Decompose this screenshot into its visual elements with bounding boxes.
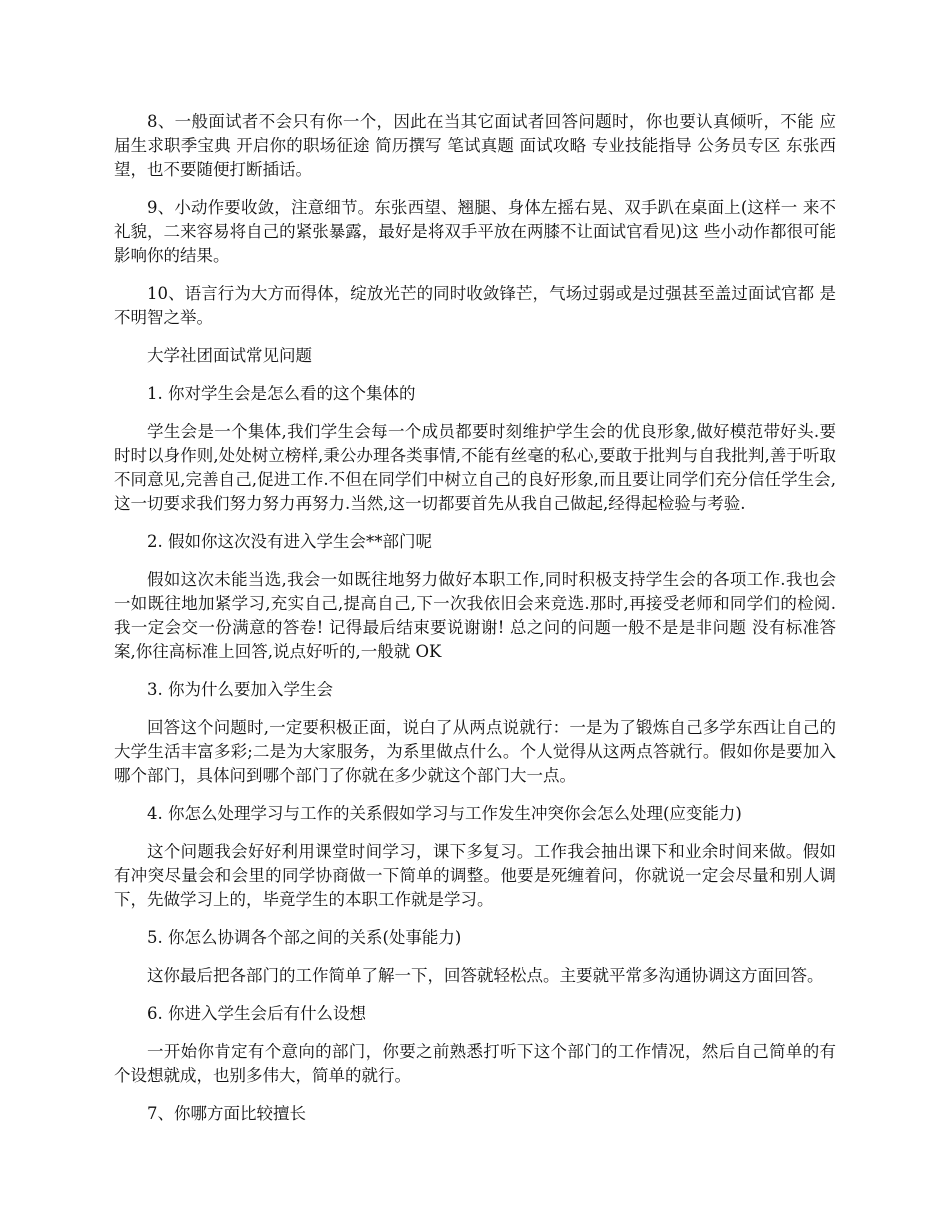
answer-paragraph-2: 假如这次未能当选,我会一如既往地努力做好本职工作,同时积极支持学生会的各项工作.我也会一如既往地加紧学习,充实自己,提高自己,下一次我依旧会来竞选.那时,再接受老师和同学们的检阅.我一定会交一份满意的答卷! 记得最后结束要说谢谢! 总之问的问题一般不是是非问题 没有标准答案,你往高标准上回答,说点好听的,一般就 OK xyxy=(114,570,836,661)
paragraph-tip-9: 9、小动作要收敛，注意细节。东张西望、翘腿、身体左摇右晃、双手趴在桌面上(这样一 来不礼貌，二来容易将自己的紧张暴露，最好是将双手平放在两膝不让面试官看见)这 些小动作都很可能影响你的结果。 xyxy=(114,198,836,265)
question-heading-4: 4. 你怎么处理学习与工作的关系假如学习与工作发生冲突你会怎么处理(应变能力) xyxy=(147,804,742,823)
document-body xyxy=(114,110,836,1140)
answer-paragraph-4: 这个问题我会好好利用课堂时间学习，课下多复习。工作我会抽出课下和业余时间来做。假如有冲突尽量会和会里的同学协商做一下简单的调整。他要是死缠着问，你就说一定会尽量和别人调下，先做学习上的，毕竟学生的本职工作就是学习。 xyxy=(114,842,836,909)
section-heading: 大学社团面试常见问题 xyxy=(147,346,312,365)
question-heading-1: 1. 你对学生会是怎么看的这个集体的 xyxy=(147,384,416,403)
question-heading-6: 6. 你进入学生会后有什么设想 xyxy=(147,1004,366,1023)
answer-paragraph-6: 一开始你肯定有个意向的部门，你要之前熟悉打听下这个部门的工作情况，然后自己简单的有个设想就成，也别多伟大，简单的就行。 xyxy=(114,1042,836,1085)
question-heading-7: 7、你哪方面比较擅长 xyxy=(147,1104,306,1123)
question-heading-3: 3. 你为什么要加入学生会 xyxy=(147,680,333,699)
question-heading-5: 5. 你怎么协调各个部之间的关系(处事能力) xyxy=(147,928,462,947)
paragraph-tip-10: 10、语言行为大方而得体，绽放光芒的同时收敛锋芒，气场过弱或是过强甚至盖过面试官都 是不明智之举。 xyxy=(114,284,836,327)
paragraph-tip-8: 8、一般面试者不会只有你一个，因此在当其它面试者回答问题时，你也要认真倾听，不能 应届生求职季宝典 开启你的职场征途 简历撰写 笔试真题 面试攻略 专业技能指导 公务员专区 东张西望，也不要随便打断插话。 xyxy=(114,112,836,179)
answer-paragraph-3: 回答这个问题时,一定要积极正面，说白了从两点说就行：一是为了锻炼自己多学东西让自己的大学生活丰富多彩;二是为大家服务，为系里做点什么。个人觉得从这两点答就行。假如你是要加入哪个部门，具体问到哪个部门了你就在多少就这个部门大一点。 xyxy=(114,718,836,785)
answer-paragraph-5: 这你最后把各部门的工作简单了解一下，回答就轻松点。主要就平常多沟通协调这方面回答。 xyxy=(147,966,824,985)
question-heading-2: 2. 假如你这次没有进入学生会**部门呢 xyxy=(147,532,432,551)
answer-paragraph-1: 学生会是一个集体,我们学生会每一个成员都要时刻维护学生会的优良形象,做好模范带好头.要时时以身作则,处处树立榜样,秉公办理各类事情,不能有丝毫的私心,要敢于批判与自我批判,善于听取不同意见,完善自己,促进工作.不但在同学们中树立自己的良好形象,而且要让同学们充分信任学生会,这一切要求我们努力努力再努力.当然,这一切都要首先从我自己做起,经得起检验与考验. xyxy=(114,422,836,513)
